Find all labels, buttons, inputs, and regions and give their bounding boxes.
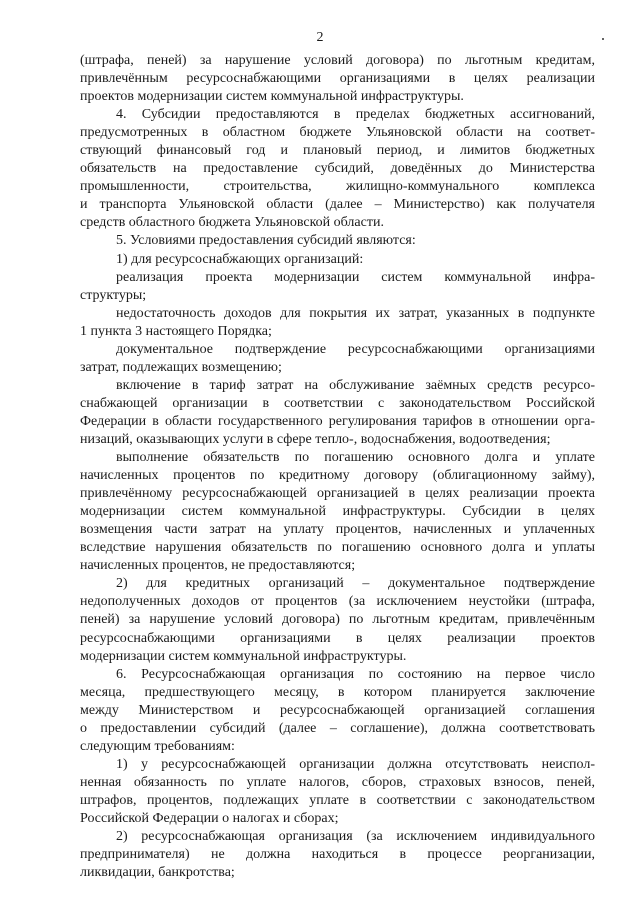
- text-line: недополученных доходов от процентов (за исключением неустойки (штрафа,: [80, 594, 595, 610]
- text-line: 2) ресурсоснабжающая организация (за исключением индивидуального: [116, 829, 595, 845]
- text-line: низаций, оказывающих услуги в сфере тепло-, водоснабжения, водоотведения;: [80, 431, 551, 447]
- text-line: (штрафа, пеней) за нарушение условий договора) по льготным кредитам,: [80, 53, 595, 68]
- text-line: снабжающей организации в соответствии с законодательством Российской: [80, 395, 595, 411]
- text-line: штрафов, процентов, подлежащих уплате в соответствии с законодательством: [80, 792, 595, 808]
- text-line: Российской Федерации о налогах и сборах;: [80, 810, 339, 826]
- text-line: начисленных процентов, не предоставляются;: [80, 558, 356, 574]
- text-line: месяца, предшествующего месяцу, в котором планируется заключение: [80, 684, 595, 700]
- text-line: вследствие нарушения обязательств по погашению основного долга и уплаты: [80, 540, 595, 556]
- text-line: 6. Ресурсоснабжающая организация по состоянию на первое число: [116, 666, 595, 682]
- text-line: включение в тариф затрат на обслуживание заёмных средств ресурсо-: [116, 377, 595, 393]
- text-line: начисленных процентов по кредитному договору (облигационному займу),: [80, 468, 595, 484]
- text-line: Федерации в области государственного регулирования тарифов в отношении орга-: [80, 413, 595, 429]
- text-line: предпринимателя) не должна находиться в процессе реорганизации,: [80, 847, 595, 863]
- text-line: обязательств на предоставление субсидий, доведённых до Министерства: [80, 161, 595, 177]
- text-line: затрат, подлежащих возмещению;: [80, 359, 282, 375]
- text-line: структуры;: [80, 287, 147, 303]
- text-line: документальное подтверждение ресурсоснабжающими организациями: [116, 341, 595, 357]
- text-line: проектов модернизации систем коммунальной инфраструктуры.: [80, 89, 464, 105]
- text-line: 1) у ресурсоснабжающей организации должна отсутствовать неиспол-: [116, 756, 595, 772]
- text-line: 5. Условиями предоставления субсидий являются:: [116, 233, 416, 249]
- text-line: предусмотренных в областном бюджете Ульяновской области на соответ-: [80, 125, 595, 141]
- text-line: ресурсоснабжающими организациями в целях реализации проектов: [80, 630, 595, 646]
- text-line: промышленности, строительства, жилищно-коммунального комплекса: [80, 179, 595, 195]
- text-line: 1 пункта 3 настоящего Порядка;: [80, 323, 272, 339]
- text-line: модернизации систем коммунальной инфраструктуры. Субсидии в целях: [80, 504, 595, 520]
- text-line: модернизации систем коммунальной инфраструктуры.: [80, 648, 407, 664]
- text-line: между Министерством и ресурсоснабжающей организацией соглашения: [80, 702, 595, 718]
- text-line: ненная обязанность по уплате налогов, сборов, страховых взносов, пеней,: [80, 774, 595, 790]
- text-line: недостаточность доходов для покрытия их затрат, указанных в подпункте: [116, 305, 595, 321]
- text-line: 4. Субсидии предоставляются в пределах бюджетных ассигнований,: [116, 107, 595, 123]
- text-line: следующим требованиям:: [80, 738, 235, 754]
- text-line: привлечённому ресурсоснабжающей организацией в целях реализации проекта: [80, 486, 595, 502]
- text-line: и транспорта Ульяновской области (далее – Министерство) как получателя: [80, 197, 595, 213]
- text-line: ликвидации, банкротства;: [80, 865, 235, 881]
- scan-speck: [602, 38, 604, 40]
- text-line: средств областного бюджета Ульяновской области.: [80, 215, 384, 231]
- text-line: реализация проекта модернизации систем коммунальной инфра-: [116, 269, 595, 285]
- text-line: выполнение обязательств по погашению основного долга и уплате: [116, 450, 595, 466]
- text-line: привлечённым ресурсоснабжающими организациями в целях реализации: [80, 71, 595, 87]
- text-line: 2) для кредитных организаций – документальное подтверждение: [116, 576, 595, 592]
- text-line: возмещения части затрат на уплату процентов, начисленных и уплаченных: [80, 522, 595, 538]
- text-line: 1) для ресурсоснабжающих организаций:: [116, 251, 364, 267]
- text-line: пеней) за нарушение условий договора) по льготным кредитам, привлечённым: [80, 612, 595, 628]
- text-line: ствующий финансовый год и плановый период, и лимитов бюджетных: [80, 143, 595, 159]
- text-line: о предоставлении субсидий (далее – соглашение), должна соответствовать: [80, 720, 595, 736]
- document-body: [80, 52, 595, 882]
- page-number: 2: [316, 30, 324, 45]
